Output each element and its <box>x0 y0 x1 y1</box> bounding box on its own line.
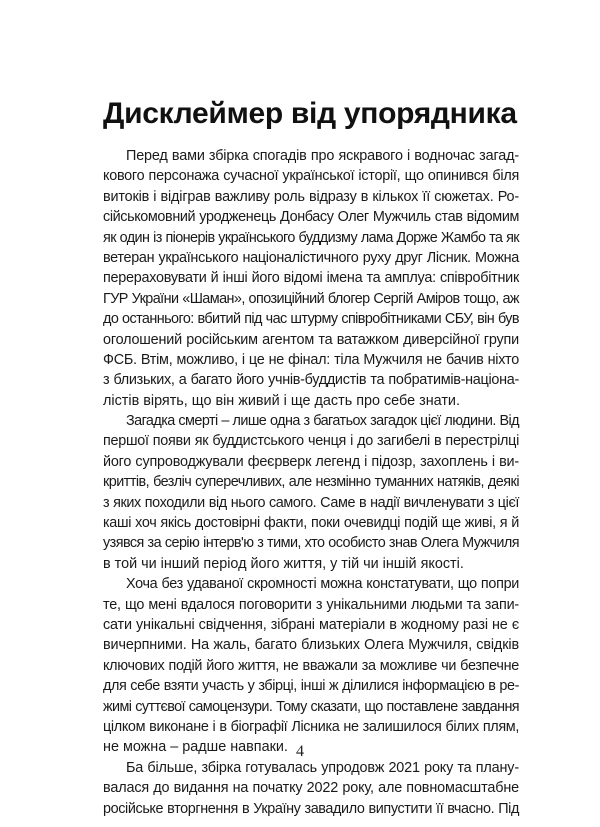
text-line: ветеран українського націоналістичного руху друг Лісник. Можна <box>103 249 519 266</box>
text-line: ГУР України «Шаман», опозиційний блогер Сергій Аміров тощо, аж <box>103 290 519 307</box>
text-line: сати унікальні свідчення, зібрані матеріали в жодному разі не є <box>103 616 519 633</box>
text-line: ключових подій його життя, не вважали за можливе чи безпечне <box>103 657 519 674</box>
paragraph-3 <box>103 574 519 758</box>
paragraph-4 <box>103 758 519 819</box>
text-line: цілком виконане і в біографії Лісника не залишилося білих плям, <box>103 718 519 735</box>
page-number: 4 <box>296 743 304 760</box>
chapter-title: Дисклеймер від упорядника <box>103 97 517 130</box>
text-line: ФСБ. Втім, можливо, і це не фінал: тіла Мужчиля не бачив ніхто <box>103 351 519 368</box>
text-line: для себе взяти участь у збірці, інші ж ділилися інформацією в ре- <box>103 678 519 695</box>
text-line: вичерпними. На жаль, багато близьких Олега Мужчиля, свідків <box>103 637 519 654</box>
text-line: до останнього: вбитий під час штурму співробітниками СБУ, він був <box>103 311 519 328</box>
text-line: жимі суттєвої самоцензури. Тому сказати, що поставлене завдання <box>103 698 519 715</box>
text-line: криттів, безліч суперечливих, але незмінно туманних натяків, деякі <box>103 474 519 491</box>
paragraph-1 <box>103 146 519 411</box>
text-line: витоків і відіграв важливу роль відразу в кількох її сюжетах. Ро- <box>103 188 519 205</box>
text-line: Перед вами збірка спогадів про яскравого і водночас загад- <box>126 148 519 164</box>
text-line: його супроводжували феєрверк легенд і підозр, захоплень і ви- <box>103 453 519 470</box>
text-line: з близьких, а багато його учнів-буддистів та побратимів-націона- <box>103 372 519 389</box>
body-text <box>103 146 519 819</box>
text-line: кового персонажа сучасної української історії, що опинився біля <box>103 168 519 185</box>
text-line: валася до видання на початку 2022 року, але повномасштабне <box>103 780 519 797</box>
paragraph-2 <box>103 411 519 574</box>
text-line: в той чи інший період його життя, у тій чи іншій якості. <box>103 555 464 572</box>
text-line: з яких походили від нього самого. Саме в надії вичленувати з цієї <box>103 494 519 511</box>
text-line: узявся за серію інтерв'ю з тими, хто особисто знав Олега Мужчиля <box>103 535 519 552</box>
text-line: те, що мені вдалося поговорити з унікальними людьми та запи- <box>103 596 519 613</box>
text-line: лістів вірять, що він живий і ще дасть про себе знати. <box>103 392 460 409</box>
text-line: не можна – радше навпаки. <box>103 739 288 756</box>
text-line: Ба більше, збірка готувалась упродовж 2021 року та плану- <box>126 759 519 776</box>
text-line: каші хоч якісь достовірні факти, поки очевидці подій ще живі, я й <box>103 515 519 532</box>
text-line: Загадка смерті – лише одна з багатьох загадок цієї людини. Від <box>126 413 519 430</box>
text-line: російське вторгнення в Україну завадило випустити її вчасно. Під <box>103 800 519 817</box>
text-line: перераховувати й інші його відомі імена та амплуа: співробітник <box>103 270 519 287</box>
text-line: Хоча без удаваної скромності можна констатувати, що попри <box>126 576 519 593</box>
text-line: сійськомовний уродженець Донбасу Олег Мужчиль став відомим <box>103 209 519 226</box>
text-line: оголошений російським агентом та ватажком диверсійної групи <box>103 331 519 348</box>
text-line: першої появи як буддистського ченця і до загибелі в перестрілці <box>103 433 519 450</box>
text-line: як один із піонерів українського буддизму лама Дорже Жамбо та як <box>103 229 519 246</box>
